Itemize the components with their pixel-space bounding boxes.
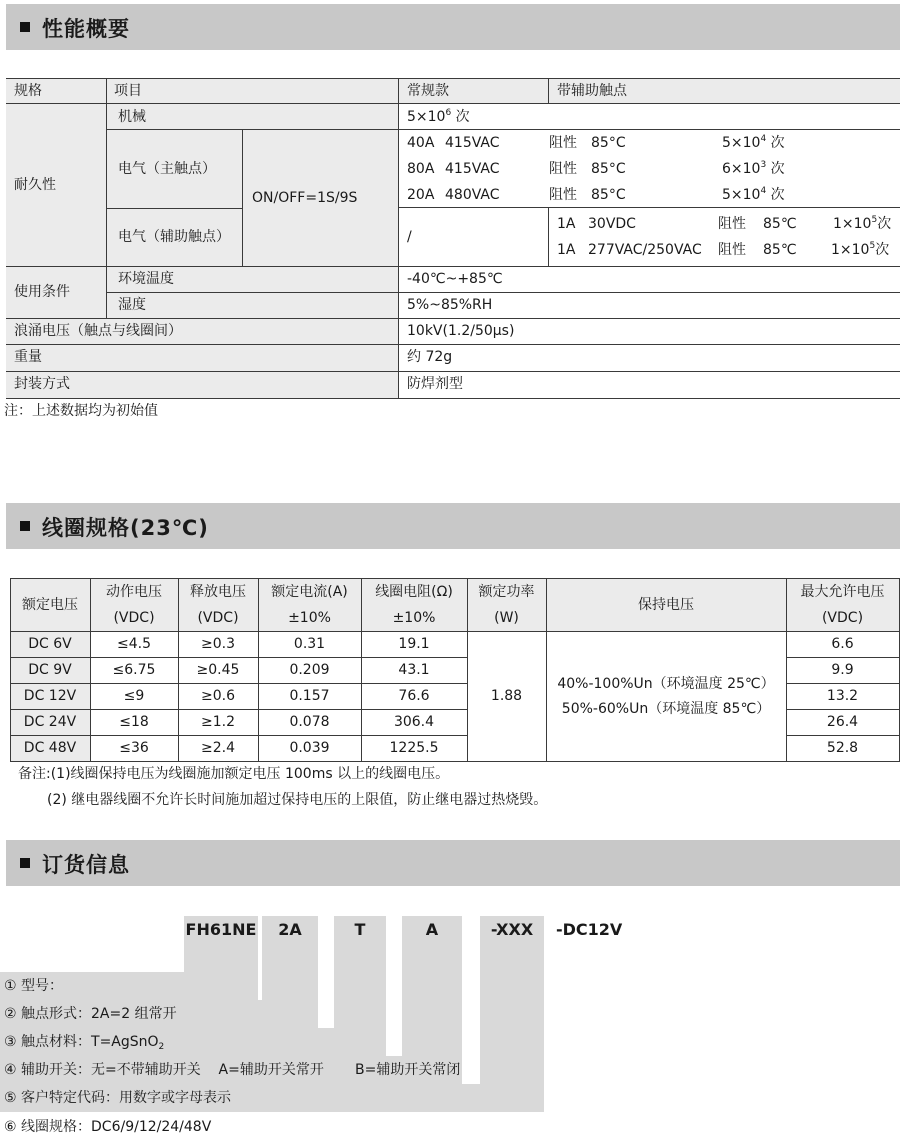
coil-note-2: (2) 继电器线圈不允许长时间施加超过保持电压的上限值，防止继电器过热烧毁。: [47, 792, 548, 808]
coil-header-power: 额定功率: [478, 584, 535, 600]
coil-header-resistance: 线圈电阻(Ω): [375, 584, 453, 600]
bullet-square-icon: [20, 22, 30, 32]
code-customer: -XXX: [490, 920, 534, 939]
section-header-coil: [6, 503, 900, 549]
durability-label: 耐久性: [14, 177, 56, 193]
coil-note-1: 备注:(1)线圈保持电压为线圈施加额定电压 100ms 以上的线圈电压。: [18, 766, 450, 782]
coil-header-power-unit: (W): [494, 610, 519, 626]
code-contact-form: 2A: [278, 920, 302, 939]
code-model: FH61NE: [185, 920, 257, 939]
aux-standard-value: /: [407, 229, 412, 245]
header-spec: 规格: [14, 83, 42, 99]
humidity-label: 湿度: [118, 297, 146, 313]
rated-power-value: 1.88: [490, 688, 523, 704]
mechanical-value: $5\times 10^6$ 次: [407, 108, 470, 125]
humidity-value: 5%~85%RH: [407, 297, 493, 313]
header-row-shade: [398, 78, 900, 103]
mechanical-label: 机械: [118, 109, 146, 125]
coil-header-max-unit: (VDC): [821, 610, 864, 626]
coil-header-release: 释放电压: [190, 584, 246, 600]
section-title: 性能概要: [42, 17, 130, 41]
section-title: 订货信息: [42, 853, 130, 877]
env-temp-label: 环境温度: [118, 271, 174, 287]
bullet-square-icon: [20, 858, 30, 868]
package-value: 防焊剂型: [407, 376, 463, 392]
on-off-cycle: ON/OFF=1S/9S: [252, 190, 358, 206]
list-item: ⑥ 线圈规格：DC6/9/12/24/48V: [4, 1119, 212, 1135]
bullet-square-icon: [20, 521, 30, 531]
section-header-ordering: [6, 840, 900, 886]
surge-label: 浪涌电压（触点与线圈间）: [14, 323, 182, 339]
coil-header-release-unit: (VDC): [197, 610, 239, 626]
coil-header-rated-voltage: 额定电压: [22, 597, 78, 613]
header-standard: 常规款: [407, 83, 449, 99]
code-aux-switch: A: [425, 920, 439, 939]
electrical-main-label: 电气（主触点）: [118, 161, 216, 177]
list-item: ③ 触点材料：T=AgSnO$_2$: [4, 1034, 165, 1052]
header-aux-contact: 带辅助触点: [557, 83, 627, 99]
coil-header-resistance-tol: ±10%: [392, 610, 436, 626]
package-label: 封装方式: [14, 376, 70, 392]
hold-voltage-line-2: 50%-60%Un（环境温度 85℃）: [561, 701, 771, 717]
electrical-aux-label: 电气（辅助触点）: [118, 229, 230, 245]
list-item: ⑤ 客户特定代码：用数字或字母表示: [4, 1090, 232, 1106]
usage-conditions-label: 使用条件: [14, 284, 70, 300]
section-header-performance: [6, 4, 900, 50]
hold-voltage-line-1: 40%-100%Un（环境温度 25℃）: [557, 676, 775, 692]
coil-header-current-tol: ±10%: [288, 610, 331, 626]
list-item: ② 触点形式：2A=2 组常开: [4, 1006, 177, 1022]
surge-value: 10kV(1.2/50μs): [407, 323, 515, 339]
performance-note: 注：上述数据均为初始值: [4, 403, 158, 419]
header-item: 项目: [114, 83, 142, 99]
coil-header-current: 额定电流(A): [271, 584, 348, 600]
coil-header-hold: 保持电压: [638, 597, 694, 613]
section-title: 线圈规格(23℃): [42, 516, 209, 540]
env-temp-value: -40℃~+85℃: [407, 271, 503, 287]
coil-header-max: 最大允许电压: [800, 584, 885, 600]
weight-value: 约 72g: [407, 349, 453, 365]
coil-header-pickup-unit: (VDC): [113, 610, 155, 626]
code-contact-material: T: [354, 920, 366, 939]
weight-label: 重量: [14, 349, 42, 365]
code-coil: -DC12V: [556, 920, 623, 939]
coil-header-pickup: 动作电压: [106, 584, 162, 600]
list-item: ① 型号：: [4, 978, 64, 994]
list-item: ④ 辅助开关：无=不带辅助开关 A=辅助开关常开 B=辅助开关常闭: [4, 1062, 461, 1078]
